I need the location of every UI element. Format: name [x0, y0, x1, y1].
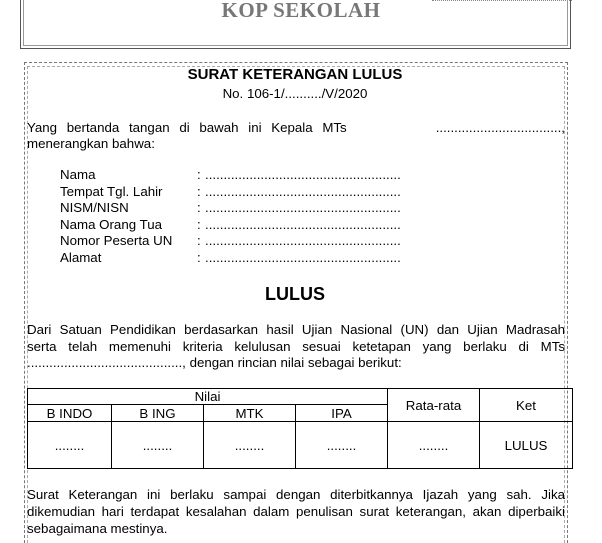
subject-header: MTK: [204, 405, 296, 422]
intro-dots: ..................................,: [435, 120, 565, 135]
field-label: NISM/NISN: [60, 200, 129, 216]
ket-header: Ket: [480, 389, 573, 422]
result-line2: serta telah memenuhi kriteria kelulusan sesuai ketetapan yang berlaku di MTs: [27, 338, 565, 354]
intro-paragraph: [27, 120, 565, 152]
nilai-header: Nilai: [28, 389, 388, 405]
header-frame-inner: [23, 0, 568, 46]
score-cell: ........: [112, 422, 204, 469]
closing-paragraph: Surat Keterangan ini berlaku sampai dengan diterbitkannya Ijazah yang sah. Jika dikemudian hari terdapat kesalahan dalam penulisan surat keterangan, akan diperbaiki sebagaimana mestinya.: [27, 487, 565, 536]
field-value: .....................................................: [205, 183, 401, 199]
field-value: .....................................................: [205, 216, 401, 232]
field-label: Tempat Tgl. Lahir: [60, 183, 163, 199]
field-separator: :: [197, 216, 201, 232]
intro-line2: menerangkan bahwa:: [27, 136, 155, 151]
status-heading: LULUS: [265, 284, 325, 304]
rata-header: Rata-rata: [388, 389, 480, 422]
grades-table: [27, 388, 573, 469]
document-title: SURAT KETERANGAN LULUS: [187, 66, 403, 83]
score-cell: ........: [204, 422, 296, 469]
field-row: [60, 217, 401, 234]
field-separator: :: [197, 200, 201, 216]
result-line1: Dari Satuan Pendidikan berdasarkan hasil Ujian Nasional (UN) dan Ujian Madrasah: [27, 322, 565, 337]
score-cell: ........: [296, 422, 388, 469]
result-line3: [27, 355, 565, 372]
result-line3-text: dengan rincian nilai sebagai berikut:: [189, 355, 402, 370]
result-line3-dots: ..........................................,: [27, 355, 186, 370]
intro-text: Yang bertanda tangan di bawah ini Kepala MTs: [27, 120, 347, 135]
field-separator: :: [197, 167, 201, 182]
field-label: Nama: [60, 167, 96, 182]
field-row: [60, 233, 401, 250]
average-cell: ........: [388, 422, 480, 469]
field-row: [60, 250, 401, 267]
field-value: .....................................................: [205, 233, 401, 249]
field-separator: :: [197, 249, 201, 265]
field-row: [60, 200, 401, 217]
ket-cell: LULUS: [480, 422, 573, 469]
field-label: Nomor Peserta UN: [60, 233, 173, 249]
subject-header: B ING: [112, 405, 204, 422]
field-separator: :: [197, 233, 201, 249]
kop-title: KOP SEKOLAH: [221, 0, 381, 22]
identity-fields: [60, 167, 401, 267]
header-area: [0, 0, 602, 52]
subject-header: B INDO: [28, 405, 112, 422]
field-row: [60, 167, 401, 184]
result-paragraph: [27, 322, 565, 372]
field-separator: :: [197, 183, 201, 199]
document-number: No. 106-1/........../V/2020: [222, 86, 368, 101]
field-value: .....................................................: [205, 200, 401, 216]
subject-header: IPA: [296, 405, 388, 422]
field-value: .....................................................: [205, 249, 401, 265]
field-label: Nama Orang Tua: [60, 216, 162, 232]
field-value: .....................................................: [205, 167, 401, 182]
field-label: Alamat: [60, 249, 102, 265]
field-row: [60, 184, 401, 201]
score-cell: ........: [28, 422, 112, 469]
